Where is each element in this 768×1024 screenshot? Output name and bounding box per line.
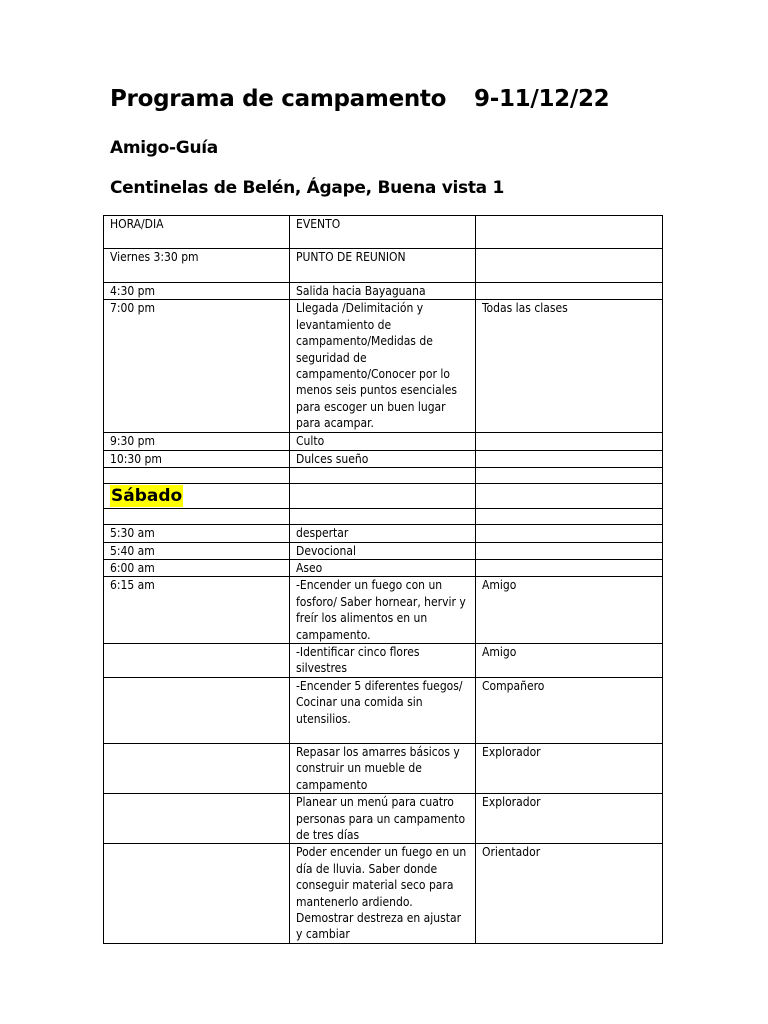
row-class	[476, 525, 663, 542]
table-row	[104, 542, 663, 559]
row-event: Aseo	[290, 560, 476, 577]
row-time: 6:00 am	[104, 560, 290, 577]
row-event: -Encender un fuego con un fosforo/ Saber hornear, hervir y freír los alimentos en un campamento.	[290, 577, 476, 644]
row-event: Llegada /Delimitación y levantamiento de campamento/Medidas de seguridad de campamento/Conocer por lo menos seis puntos esenciales para escoger un buen lugar para acampar.	[290, 300, 476, 433]
row-event: Repasar los amarres básicos y construir un mueble de campamento	[290, 743, 476, 793]
header-clase	[476, 216, 663, 249]
row-time	[104, 743, 290, 793]
table-row	[104, 300, 663, 433]
row-time: Viernes 3:30 pm	[104, 249, 290, 283]
row-time: 6:15 am	[104, 577, 290, 644]
table-row	[104, 743, 663, 793]
row-event: -Identificar cinco flores silvestres	[290, 644, 476, 678]
table-row	[104, 525, 663, 542]
day-label-sabado: Sábado	[111, 486, 183, 507]
row-event: Salida hacia Bayaguana	[290, 283, 476, 300]
row-time	[104, 644, 290, 678]
row-time	[104, 844, 290, 943]
row-class	[476, 560, 663, 577]
row-time: 9:30 pm	[104, 433, 290, 450]
table-row	[104, 283, 663, 300]
row-event: Planear un menú para cuatro personas para un campamento de tres días	[290, 794, 476, 844]
spacer-row	[104, 509, 663, 525]
row-class	[476, 249, 663, 283]
row-event: Culto	[290, 433, 476, 450]
row-class: Explorador	[476, 743, 663, 793]
table-row	[104, 450, 663, 467]
row-time	[104, 677, 290, 743]
header-evento: EVENTO	[290, 216, 476, 249]
day-row	[104, 484, 663, 509]
row-time	[104, 794, 290, 844]
table-row	[104, 794, 663, 844]
table-row	[104, 577, 663, 644]
row-class	[476, 450, 663, 467]
table-row	[104, 560, 663, 577]
row-time: 5:30 am	[104, 525, 290, 542]
header-hora-dia: HORA/DIA	[104, 216, 290, 249]
row-time: 7:00 pm	[104, 300, 290, 433]
table-row	[104, 844, 663, 943]
row-class	[476, 542, 663, 559]
class-name: Amigo-Guía	[110, 138, 218, 158]
program-table	[103, 215, 663, 944]
row-time: 5:40 am	[104, 542, 290, 559]
row-class: Amigo	[476, 644, 663, 678]
row-class: Todas las clases	[476, 300, 663, 433]
row-event: Poder encender un fuego en un día de lluvia. Saber donde conseguir material seco para mantenerlo ardiendo. Demostrar destreza en ajustar y cambiar	[290, 844, 476, 943]
row-class	[476, 433, 663, 450]
row-event: -Encender 5 diferentes fuegos/ Cocinar una comida sin utensilios.	[290, 677, 476, 743]
row-class: Amigo	[476, 577, 663, 644]
row-event: PUNTO DE REUNION	[290, 249, 476, 283]
table-row	[104, 644, 663, 678]
table-header-row	[104, 216, 663, 249]
table-row	[104, 677, 663, 743]
row-time: 10:30 pm	[104, 450, 290, 467]
clubs-line: Centinelas de Belén, Ágape, Buena vista 1	[110, 178, 504, 198]
row-class: Compañero	[476, 677, 663, 743]
row-class	[476, 283, 663, 300]
camp-date: 9-11/12/22	[474, 86, 610, 112]
row-event: Dulces sueño	[290, 450, 476, 467]
row-event: Devocional	[290, 542, 476, 559]
row-time: 4:30 pm	[104, 283, 290, 300]
spacer-row	[104, 468, 663, 484]
row-class: Explorador	[476, 794, 663, 844]
row-class: Orientador	[476, 844, 663, 943]
page-title: Programa de campamento	[110, 86, 447, 112]
row-event: despertar	[290, 525, 476, 542]
table-row	[104, 249, 663, 283]
table-row	[104, 433, 663, 450]
